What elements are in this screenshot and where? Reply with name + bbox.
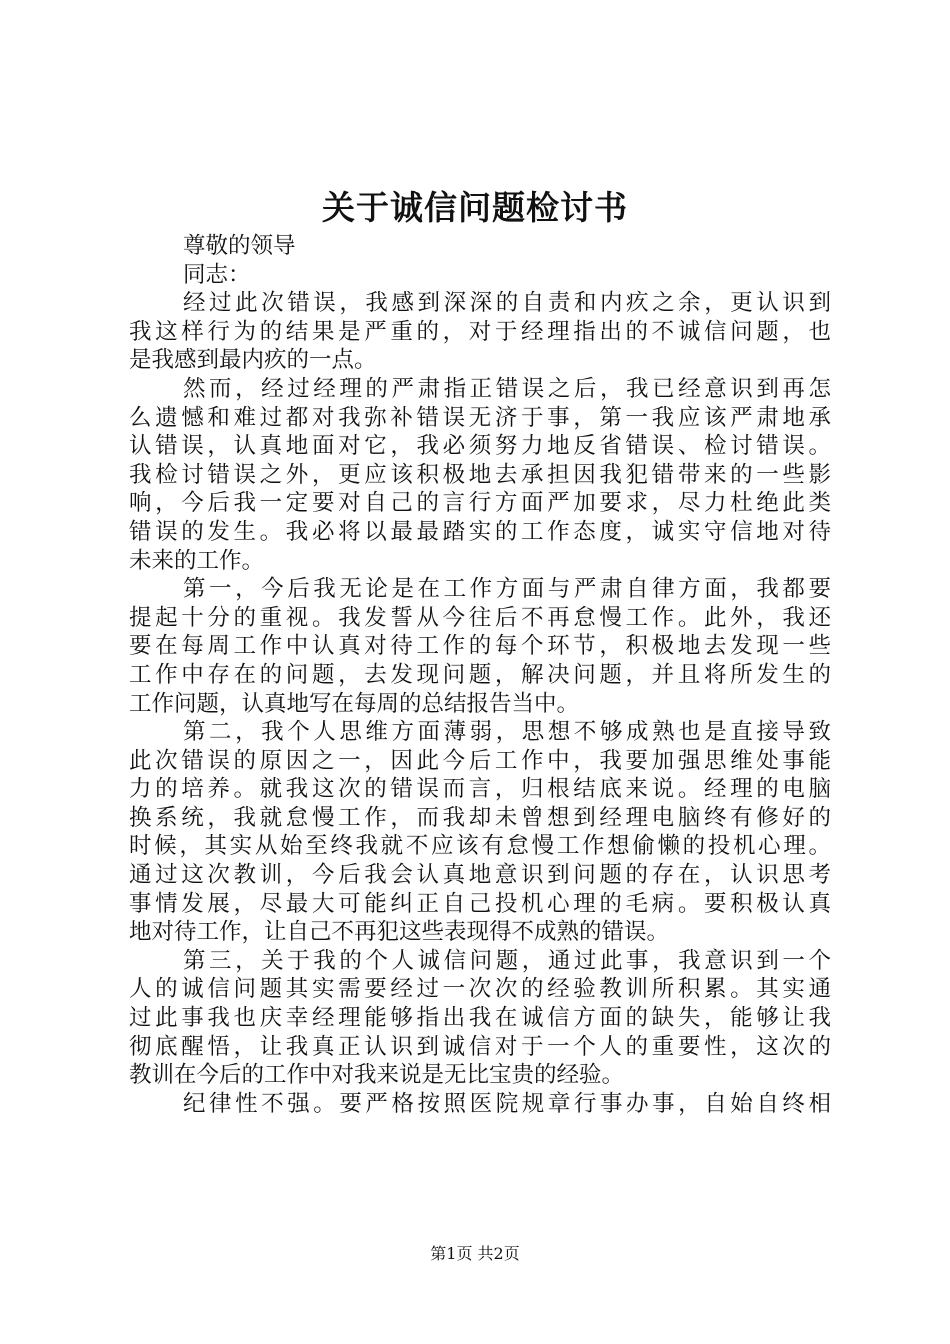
text-line: 我检讨错误之外，更应该积极地去承担因我犯错带来的一些影 bbox=[129, 461, 831, 488]
text-line: 么遗憾和难过都对我弥补错误无济于事，第一我应该严肃地承 bbox=[129, 404, 831, 431]
text-line: 要在每周工作中认真对待工作的每个环节，积极地去发现一些 bbox=[129, 633, 831, 660]
document-title: 关于诚信问题检讨书 bbox=[322, 188, 628, 227]
text-line: 通过这次教训，今后我会认真地意识到问题的存在，认识思考 bbox=[129, 862, 831, 889]
text-line: 是我感到最内疚的一点。 bbox=[129, 347, 377, 374]
text-line: 我这样行为的结果是严重的，对于经理指出的不诚信问题，也 bbox=[129, 318, 831, 345]
text-line: 工作问题，认真地写在每周的总结报告当中。 bbox=[129, 690, 580, 717]
text-line: 认错误，认真地面对它，我必须努力地反省错误、检讨错误。 bbox=[129, 433, 831, 460]
text-line: 提起十分的重视。我发誓从今往后不再怠慢工作。此外，我还 bbox=[129, 604, 831, 631]
text-line: 第一，今后我无论是在工作方面与严肃自律方面，我都要 bbox=[183, 576, 831, 603]
page-footer: 第1页 共2页 bbox=[430, 1244, 520, 1263]
text-line: 彻底醒悟，让我真正认识到诚信对于一个人的重要性，这次的 bbox=[129, 1033, 831, 1060]
text-line: 工作中存在的问题，去发现问题，解决问题，并且将所发生的 bbox=[129, 661, 831, 688]
text-line: 时候，其实从始至终我就不应该有怠慢工作想偷懒的投机心理。 bbox=[129, 833, 831, 860]
text-line: 此次错误的原因之一，因此今后工作中，我要加强思维处事能 bbox=[129, 747, 831, 774]
text-line: 第二，我个人思维方面薄弱，思想不够成熟也是直接导致 bbox=[183, 719, 831, 746]
text-line: 地对待工作，让自己不再犯这些表现得不成熟的错误。 bbox=[129, 919, 670, 946]
text-line: 经过此次错误，我感到深深的自责和内疚之余，更认识到 bbox=[183, 290, 831, 317]
text-line: 纪律性不强。要严格按照医院规章行事办事，自始自终相 bbox=[183, 1090, 831, 1117]
text-line: 过此事我也庆幸经理能够指出我在诚信方面的缺失，能够让我 bbox=[129, 1005, 831, 1032]
text-line: 错误的发生。我必将以最最踏实的工作态度，诚实守信地对待 bbox=[129, 518, 831, 545]
document-body bbox=[129, 232, 831, 1118]
text-line: 然而，经过经理的严肃指正错误之后，我已经意识到再怎 bbox=[183, 375, 831, 402]
text-line: 换系统，我就怠慢工作，而我却未曾想到经理电脑终有修好的 bbox=[129, 804, 831, 831]
text-line: 人的诚信问题其实需要经过一次次的经验教训所积累。其实通 bbox=[129, 976, 831, 1003]
salutation-line-1: 尊敬的领导 bbox=[183, 233, 296, 259]
text-line: 响，今后我一定要对自己的言行方面严加要求，尽力杜绝此类 bbox=[129, 490, 831, 517]
text-line: 力的培养。就我这次的错误而言，归根结底来说。经理的电脑 bbox=[129, 776, 831, 803]
text-line: 教训在今后的工作中对我来说是无比宝贵的经验。 bbox=[129, 1062, 625, 1089]
text-line: 未来的工作。 bbox=[129, 547, 265, 574]
salutation-line-2: 同志： bbox=[183, 261, 251, 288]
text-line: 事情发展，尽最大可能纠正自己投机心理的毛病。要积极认真 bbox=[129, 890, 831, 917]
text-line: 第三，关于我的个人诚信问题，通过此事，我意识到一个 bbox=[183, 947, 831, 974]
